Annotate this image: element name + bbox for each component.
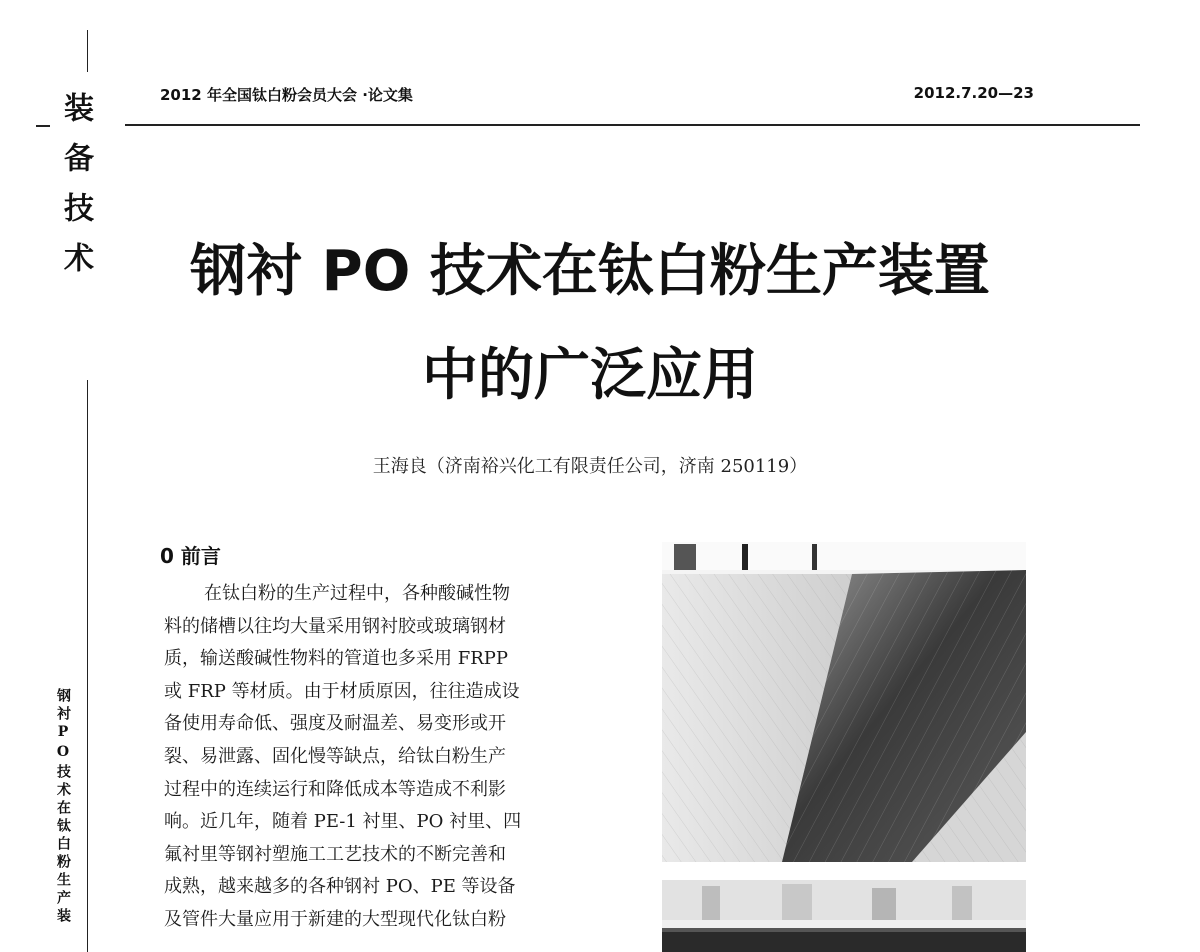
paper-title bbox=[140, 220, 1040, 428]
body-line: 备使用寿命低、强度及耐温差、易变形或开 bbox=[164, 713, 506, 735]
section-label: 装备技术 bbox=[58, 92, 93, 292]
body-line: 过程中的连续运行和降低成本等造成不利影 bbox=[164, 778, 506, 800]
body-line: 料的储槽以往均大量采用钢衬胶或玻璃钢材 bbox=[164, 615, 506, 637]
side-running-title: 钢衬PO技术在钛白粉生产装 bbox=[55, 688, 71, 926]
body-line: 及管件大量应用于新建的大型现代化钛白粉 bbox=[164, 908, 506, 930]
body-line: 成熟，越来越多的各种钢衬 PO、PE 等设备 bbox=[164, 876, 516, 898]
running-header-left: 2012 年全国钛白粉会员大会 ·论文集 bbox=[160, 86, 413, 104]
tank-lining-photo bbox=[662, 542, 1026, 862]
body-line: 裂、易泄露、固化慢等缺点，给钛白粉生产 bbox=[164, 745, 506, 767]
section-heading: 0 前言 bbox=[160, 544, 221, 568]
title-line-2: 中的广泛应用 bbox=[422, 343, 758, 408]
author-affiliation: 王海良（济南裕兴化工有限责任公司，济南 250119） bbox=[372, 456, 808, 477]
running-header-right: 2012.7.20—23 bbox=[913, 84, 1034, 102]
body-line: 在钛白粉的生产过程中，各种酸碱性物 bbox=[204, 583, 510, 604]
header-rule bbox=[125, 124, 1140, 126]
body-line: 响。近几年，随着 PE-1 衬里、PO 衬里、四 bbox=[164, 811, 522, 833]
body-line: 质，输送酸碱性物料的管道也多采用 FRPP bbox=[164, 648, 508, 670]
body-text bbox=[164, 578, 576, 937]
body-line: 或 FRP 等材质。由于材质原因，往往造成设 bbox=[164, 680, 520, 702]
body-line: 氟衬里等钢衬塑施工工艺技术的不断完善和 bbox=[164, 843, 506, 865]
margin-rule bbox=[87, 380, 88, 952]
title-line-1: 钢衬 PO 技术在钛白粉生产装置 bbox=[190, 239, 990, 304]
margin-rule-top bbox=[87, 30, 88, 72]
equipment-photo bbox=[662, 880, 1026, 952]
